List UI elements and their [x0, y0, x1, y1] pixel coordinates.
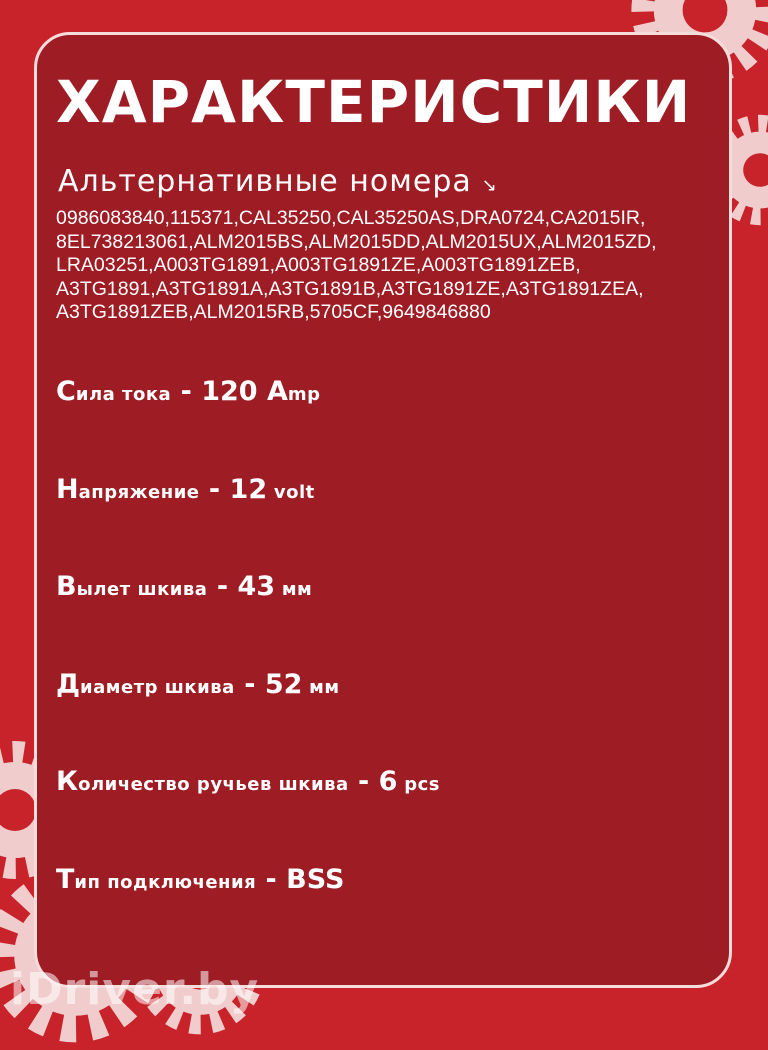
spec-pulley-offset: Вылет шкива - 43 мм: [56, 571, 313, 602]
arrow-down-right-icon: ↘: [481, 175, 498, 196]
alternative-numbers-line: 8EL738213061,ALM2015BS,ALM2015DD,ALM2015UX,ALM2015ZD,: [56, 230, 657, 253]
alternative-numbers-line: A3TG1891ZEB,ALM2015RB,5705CF,9649846880: [56, 301, 491, 323]
watermark: iDriver.by: [10, 964, 260, 1015]
alternative-numbers-label: Альтернативные номера: [58, 164, 472, 199]
spec-value: 120: [201, 376, 258, 407]
alternative-numbers-line: A3TG1891,A3TG1891A,A3TG1891B,A3TG1891ZE,A3TG1891ZEA,: [56, 277, 644, 300]
alternative-numbers-line: 0986083840,115371,CAL35250,CAL35250AS,DRA0724,CA2015IR,: [56, 207, 646, 229]
spec-voltage: Напряжение - 12 volt: [56, 474, 315, 505]
spec-value: 12: [229, 474, 268, 505]
spec-value: 52: [264, 669, 303, 700]
alternative-numbers-list: [56, 207, 726, 325]
alternative-numbers-line: LRA03251,A003TG1891,A003TG1891ZE,A003TG1891ZEB,: [56, 254, 581, 276]
spec-value: BSS: [286, 864, 345, 895]
alternative-numbers-heading: [58, 160, 498, 208]
spec-current: Сила тока - 120 Amp: [56, 376, 321, 407]
spec-pulley-grooves: Количество ручьев шкива - 6 pcs: [56, 766, 440, 797]
spec-connection-type: Тип подключения - BSS: [56, 864, 345, 895]
spec-value: 6: [378, 766, 398, 797]
spec-value: 43: [237, 571, 276, 602]
spec-pulley-diameter: Диаметр шкива - 52 мм: [56, 669, 340, 700]
page-title: ХАРАКТЕРИСТИКИ: [56, 68, 692, 136]
